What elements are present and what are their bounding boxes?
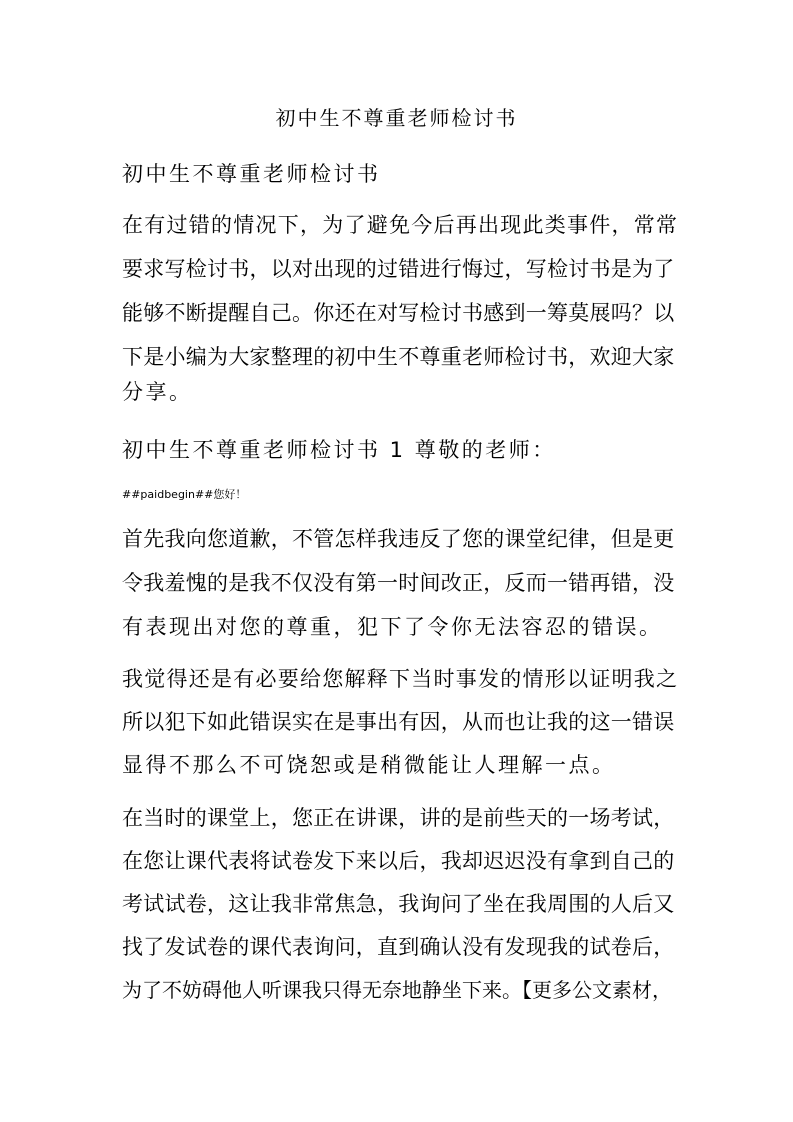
paragraph-line: 在当时的课堂上，您正在讲课，讲的是前些天的一场考试， [122,806,675,830]
intro-line: 下是小编为大家整理的初中生不尊重老师检讨书，欢迎大家 [122,345,675,369]
paragraph-line: 为了不妨碍他人听课我只得无奈地静坐下来。【更多公文素材， [122,978,672,1002]
paragraph-line: 我觉得还是有必要给您解释下当时事发的情形以证明我之 [122,667,679,691]
intro-line: 能够不断提醒自己。你还在对写检讨书感到一筹莫展吗？以 [122,301,675,325]
document-title: 初中生不尊重老师检讨书 [275,106,518,130]
paragraph-line: 所以犯下如此错误实在是事出有因，从而也让我的这一错误 [122,710,675,734]
paragraph-line: 首先我向您道歉，不管怎样我违反了您的课堂纪律，但是更 [122,527,675,551]
paragraph-line: 显得不那么不可饶恕或是稍微能让人理解一点。 [122,753,616,777]
paragraph-line: 找了发试卷的课代表询问，直到确认没有发现我的试卷后， [122,935,675,959]
intro-line: 要求写检讨书，以对出现的过错进行悔过，写检讨书是为了 [122,257,675,281]
intro-line: 在有过错的情况下，为了避免今后再出现此类事件，常常 [122,213,679,237]
paragraph-line: 考试试卷，这让我非常焦急，我询问了坐在我周围的人后又 [122,892,675,916]
paragraph-line: 令我羞愧的是我不仅没有第一时间改正，反而一错再错，没 [122,571,675,595]
paragraph-line: 在您让课代表将试卷发下来以后，我却迟迟没有拿到自己的 [122,849,675,873]
section-heading: 初中生不尊重老师检讨书 1 尊敬的老师： [122,438,556,462]
intro-line: 分享。 [122,380,193,404]
document-heading: 初中生不尊重老师检讨书 [122,162,381,186]
paragraph-line: 有表现出对您的尊重，犯下了令你无法容忍的错误。 [122,615,663,639]
paid-marker: ##paidbegin##您好！ [122,488,247,501]
